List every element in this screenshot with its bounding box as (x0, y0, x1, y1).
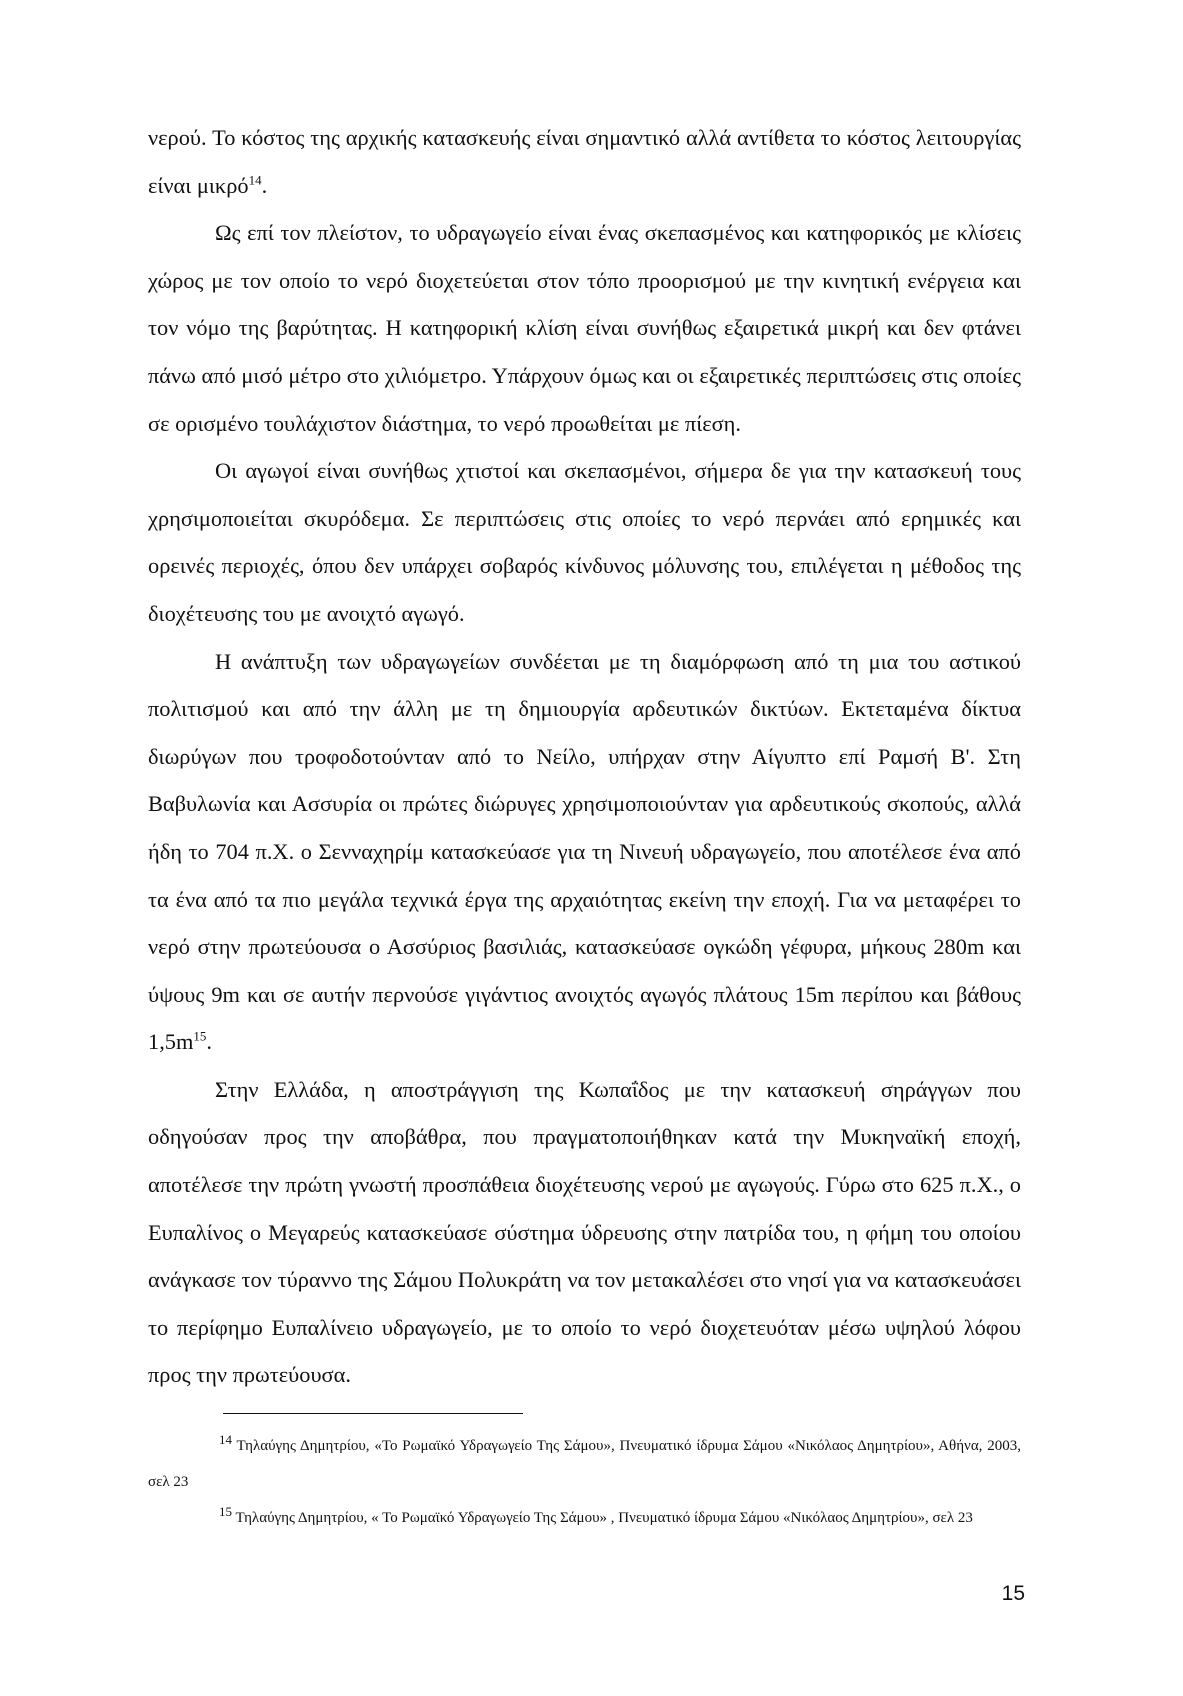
footnote-number: 14 (219, 1432, 232, 1447)
paragraph (148, 638, 1021, 1066)
paragraph (148, 209, 1021, 447)
paragraph-text: νερού. Το κόστος της αρχικής κατασκευής είναι σημαντικό αλλά αντίθετα το κόστος λειτουργίας είναι μικρό (148, 125, 1021, 198)
paragraph (148, 114, 1021, 209)
footnote-text: Τηλαύγης Δημητρίου, « Το Ρωμαϊκό Υδραγωγείο Της Σάμου» , Πνευματικό ίδρυμα Σάμου «Νικόλαος Δημητρίου», σελ 23 (235, 1510, 973, 1526)
paragraph-text: Στην Ελλάδα, η αποστράγγιση της Κωπαΐδος με την κατασκευή σηράγγων που οδηγούσαν προς την αποβάθρα, που πραγματοποιήθηκαν κατά την Μυκηναϊκή εποχή, αποτέλεσε την πρώτη γνωστή προσπάθεια διοχέτευσης νερού με αγωγούς. Γύρω στο 625 π.Χ., ο Ευπαλίνος ο Μεγαρεύς κατασκεύασε σύστημα ύδρευσης στην πατρίδα του, η φήμη του οποίου ανάγκασε τον τύραννο της Σάμου Πολυκράτη να τον μετακαλέσει στο νησί για να κατασκευάσει το περίφημο Ευπαλίνειο υδραγωγείο, με το οποίο το νερό διοχετευόταν μέσω υψηλού λόφου προς την πρωτεύουσα. (148, 1076, 1021, 1388)
paragraph (148, 1066, 1021, 1399)
paragraph-text: Ως επί τον πλείστον, το υδραγωγείο είναι ένας σκεπασμένος και κατηφορικός με κλίσεις χώρος με τον οποίο το νερό διοχετεύεται στον τόπο προορισμού με την κινητική ενέργεια και τον νόμο της βαρύτητας. Η κατηφορική κλίση είναι συνήθως εξαιρετικά μικρή και δεν φτάνει πάνω από μισό μέτρο στο χιλιόμετρο. Υπάρχουν όμως και οι εξαιρετικές περιπτώσεις στις οποίες σε ορισμένο τουλάχιστον διάστημα, το νερό προωθείται με πίεση. (148, 220, 1021, 436)
footnote-separator (223, 1413, 523, 1414)
footnote-reference: 15 (193, 1028, 207, 1044)
footnote (148, 1500, 1021, 1536)
page-number: 15 (1001, 1582, 1025, 1605)
paragraph-text-end: . (261, 172, 268, 198)
paragraph-text-end: . (206, 1029, 213, 1055)
footnotes (148, 1428, 1021, 1536)
paragraph-text: Η ανάπτυξη των υδραγωγείων συνδέεται με τη διαμόρφωση από τη μια του αστικού πολιτισμού και από την άλλη με τη δημιουργία αρδευτικών δικτύων. Εκτεταμένα δίκτυα διωρύγων που τροφοδοτούνταν από το Νείλο, υπήρχαν στην Αίγυπτο επί Ραμσή Β'. Στη Βαβυλωνία και Ασσυρία οι πρώτες διώρυγες χρησιμοποιούνταν για αρδευτικούς σκοπούς, αλλά ήδη το 704 π.Χ. ο Σενναχηρίμ κατασκεύασε για τη Νινευή υδραγωγείο, που αποτέλεσε ένα από τα ένα από τα πιο μεγάλα τεχνικά έργα της αρχαιότητας εκείνη την εποχή. Για να μεταφέρει το νερό στην πρωτεύουσα ο Ασσύριος βασιλιάς, κατασκεύασε ογκώδη γέφυρα, μήκους 280m και ύψους 9m και σε αυτήν περνούσε γιγάντιος ανοιχτός αγωγός πλάτους 15m περίπου και βάθους 1,5m (148, 648, 1021, 1055)
footnote-number: 15 (219, 1504, 232, 1519)
paragraph-text: Οι αγωγοί είναι συνήθως χτιστοί και σκεπασμένοι, σήμερα δε για την κατασκευή τους χρησιμοποιείται σκυρόδεμα. Σε περιπτώσεις στις οποίες το νερό περνάει από ερημικές και ορεινές περιοχές, όπου δεν υπάρχει σοβαρός κίνδυνος μόλυνσης του, επιλέγεται η μέθοδος της διοχέτευσης του με ανοιχτό αγωγό. (148, 458, 1021, 626)
footnote-text: Τηλαύγης Δημητρίου, «Το Ρωμαϊκό Υδραγωγείο Της Σάμου», Πνευματικό ίδρυμα Σάμου «Νικόλαος Δημητρίου», Αθήνα, 2003, σελ 23 (148, 1438, 1021, 1490)
footnote-reference: 14 (248, 172, 262, 188)
footnote (148, 1428, 1021, 1500)
body-text (148, 114, 1021, 1399)
paragraph (148, 447, 1021, 637)
